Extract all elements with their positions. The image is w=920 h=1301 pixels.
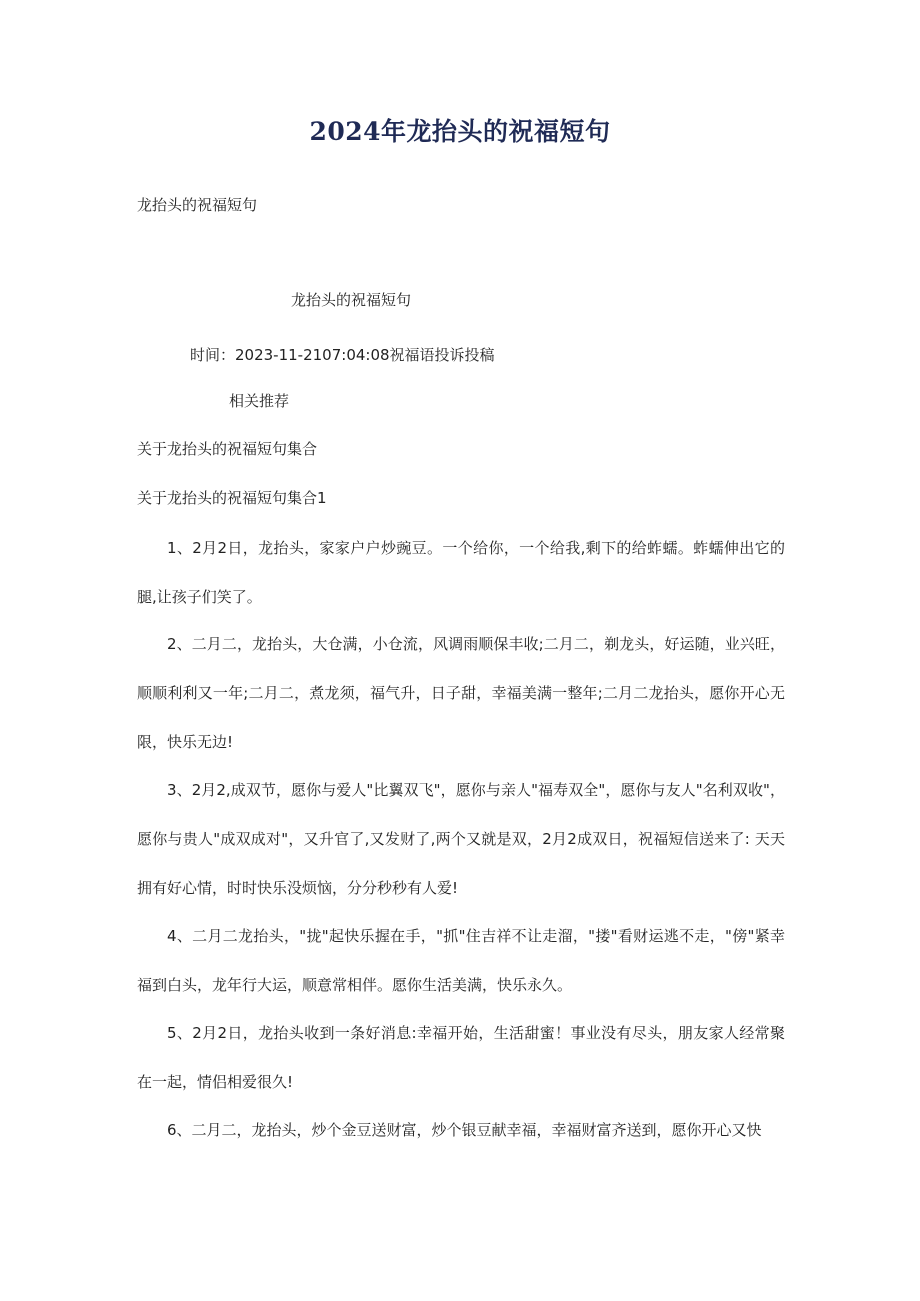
inner-title: 龙抬头的祝福短句	[291, 291, 412, 309]
section-heading: 关于龙抬头的祝福短句集合	[137, 440, 318, 458]
paragraph-4: 4、二月二龙抬头，"拢"起快乐握在手，"抓"住吉祥不让走溜，"搂"看财运逃不走，"傍"紧幸福到白头，龙年行大运，顺意常相伴。愿你生活美满，快乐永久。	[137, 927, 785, 994]
paragraph-6: 6、二月二，龙抬头，炒个金豆送财富，炒个银豆献幸福，幸福财富齐送到，愿你开心又快	[167, 1121, 762, 1139]
document-title: 2024年龙抬头的祝福短句	[309, 117, 611, 146]
related-label: 相关推荐	[229, 392, 290, 410]
section-subheading: 关于龙抬头的祝福短句集合1	[137, 489, 327, 507]
paragraph-2: 2、二月二，龙抬头，大仓满，小仓流，风调雨顺保丰收;二月二，剃龙头，好运随，业兴旺，顺顺利利又一年;二月二，煮龙须，福气升，日子甜，幸福美满一整年;二月二龙抬头，愿你开心无限，快乐无边!	[137, 635, 785, 751]
paragraph-3: 3、2月2,成双节，愿你与爱人"比翼双飞"，愿你与亲人"福寿双全"，愿你与友人"名利双收"，愿你与贵人"成双成对"，又升官了,又发财了,两个又就是双，2月2成双日，祝福短信送来了: 天天拥有好心情，时时快乐没烦恼，分分秒秒有人爱!	[137, 781, 785, 897]
document-subtitle: 龙抬头的祝福短句	[137, 196, 258, 214]
paragraph-5: 5、2月2日，龙抬头收到一条好消息:幸福开始，生活甜蜜！事业没有尽头，朋友家人经常聚在一起，情侣相爱很久!	[137, 1024, 785, 1091]
paragraph-1: 1、2月2日，龙抬头，家家户户炒豌豆。一个给你，一个给我,剩下的给蚱蠕。蚱蠕伸出它的腿,让孩子们笑了。	[137, 539, 785, 606]
meta-line: 时间：2023-11-2107:04:08祝福语投诉投稿	[190, 346, 495, 364]
